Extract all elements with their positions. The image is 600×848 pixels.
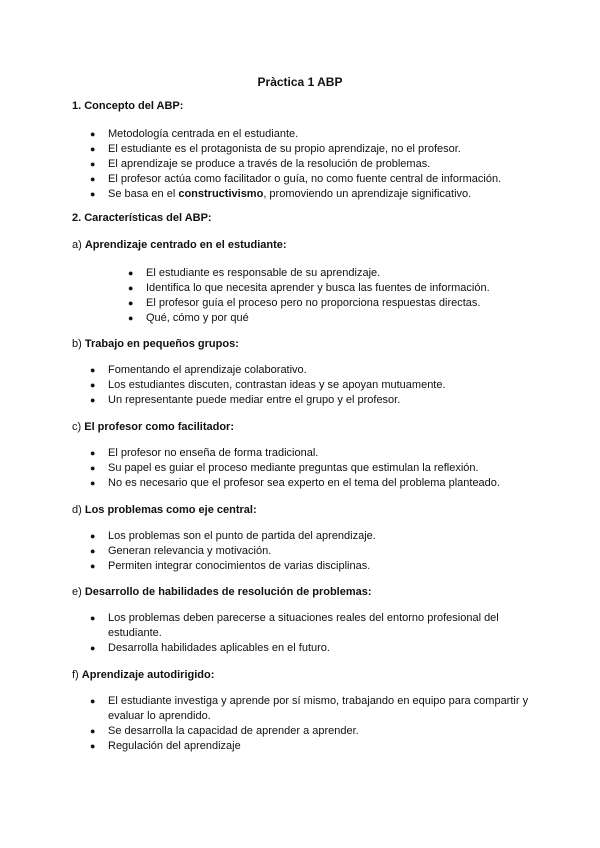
list-item: ● Se basa en el constructivismo, promoviendo un aprendizaje significativo.	[90, 188, 472, 200]
list-item: ● El estudiante es el protagonista de su propio aprendizaje, no el profesor.	[90, 143, 461, 155]
subsection-d-list	[90, 529, 530, 574]
list-item: ● Los problemas deben parecerse a situaciones reales del entorno profesional del estudiante.	[90, 612, 499, 639]
subsection-c-list	[90, 446, 530, 491]
bullet-icon: ●	[90, 561, 96, 571]
subsection-f-heading: f) Aprendizaje autodirigido:	[72, 669, 215, 681]
bullet-icon: ●	[90, 546, 96, 556]
subsection-f-list	[90, 694, 530, 754]
list-item: ● El profesor no enseña de forma tradicional.	[90, 447, 319, 459]
section-1-heading: 1. Concepto del ABP:	[72, 100, 184, 112]
bullet-icon: ●	[128, 268, 134, 278]
list-item: ● Desarrolla habilidades aplicables en el futuro.	[90, 642, 330, 654]
list-item: ● Fomentando el aprendizaje colaborativo.	[90, 364, 307, 376]
bullet-icon: ●	[90, 129, 96, 139]
bullet-icon: ●	[90, 478, 96, 488]
bullet-icon: ●	[90, 380, 96, 390]
bullet-icon: ●	[90, 463, 96, 473]
list-item: ● El profesor guía el proceso pero no proporciona respuestas directas.	[128, 297, 481, 309]
subsection-b-heading: b) Trabajo en pequeños grupos:	[72, 338, 239, 350]
bullet-icon: ●	[90, 448, 96, 458]
bullet-icon: ●	[90, 696, 96, 706]
list-item: ● Generan relevancia y motivación.	[90, 545, 272, 557]
list-item: ● Se desarrolla la capacidad de aprender a aprender.	[90, 725, 359, 737]
subsection-a-heading: a) Aprendizaje centrado en el estudiante:	[72, 239, 287, 251]
subsection-b-list	[90, 363, 530, 408]
subsection-c-heading: c) El profesor como facilitador:	[72, 421, 234, 433]
bullet-icon: ●	[90, 613, 96, 623]
bullet-icon: ●	[90, 144, 96, 154]
bullet-icon: ●	[90, 531, 96, 541]
bullet-icon: ●	[90, 726, 96, 736]
bullet-icon: ●	[128, 298, 134, 308]
bullet-icon: ●	[128, 283, 134, 293]
list-item: ● Un representante puede mediar entre el grupo y el profesor.	[90, 394, 401, 406]
bullet-icon: ●	[90, 395, 96, 405]
subsection-a-list	[128, 266, 528, 326]
list-item: ● El estudiante es responsable de su aprendizaje.	[128, 267, 381, 279]
list-item: ● Metodología centrada en el estudiante.	[90, 128, 299, 140]
list-item: ● Permiten integrar conocimientos de varias disciplinas.	[90, 560, 371, 572]
list-item: ● Los estudiantes discuten, contrastan ideas y se apoyan mutuamente.	[90, 379, 446, 391]
bullet-icon: ●	[90, 189, 96, 199]
list-item: ● Su papel es guiar el proceso mediante preguntas que estimulan la reflexión.	[90, 462, 479, 474]
subsection-e-list	[90, 611, 530, 656]
list-item: ● Regulación del aprendizaje	[90, 740, 241, 752]
list-item: ● No es necesario que el profesor sea experto en el tema del problema planteado.	[90, 477, 500, 489]
bullet-icon: ●	[90, 159, 96, 169]
bullet-icon: ●	[90, 174, 96, 184]
subsection-d-heading: d) Los problemas como eje central:	[72, 504, 257, 516]
bullet-icon: ●	[128, 313, 134, 323]
page-title: Pràctica 1 ABP	[257, 75, 343, 89]
emphasis-constructivismo: constructivismo	[178, 188, 264, 200]
list-item: ● Los problemas son el punto de partida del aprendizaje.	[90, 530, 376, 542]
section-2-heading: 2. Características del ABP:	[72, 212, 212, 224]
list-item: ● El aprendizaje se produce a través de la resolución de problemas.	[90, 158, 431, 170]
bullet-icon: ●	[90, 741, 96, 751]
list-item: ● Qué, cómo y por qué	[128, 312, 249, 324]
subsection-e-heading: e) Desarrollo de habilidades de resolución de problemas:	[72, 586, 372, 598]
bullet-icon: ●	[90, 643, 96, 653]
bullet-icon: ●	[90, 365, 96, 375]
list-item: ● El profesor actúa como facilitador o guía, no como fuente central de información.	[90, 173, 502, 185]
list-item: ● Identifica lo que necesita aprender y busca las fuentes de información.	[128, 282, 490, 294]
section-1-list	[90, 127, 530, 202]
list-item: ● El estudiante investiga y aprende por sí mismo, trabajando en equipo para compartir y evaluar lo aprendido.	[90, 695, 529, 722]
